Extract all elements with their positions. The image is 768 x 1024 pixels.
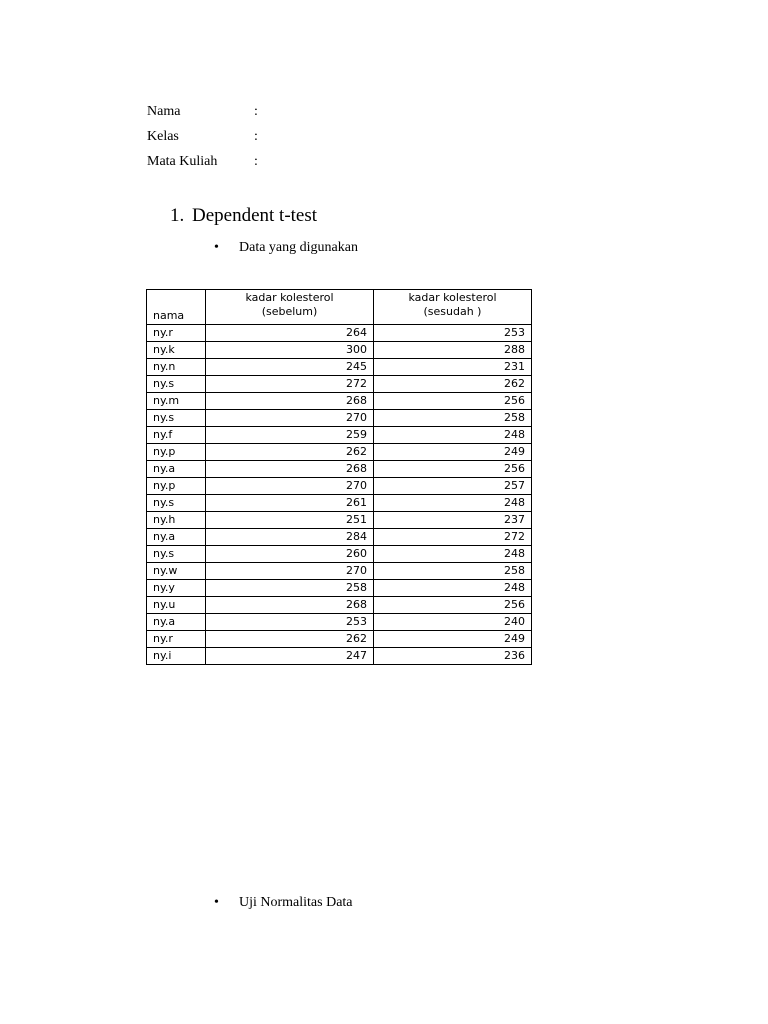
- cell-nama: ny.m: [147, 393, 206, 410]
- cell-nama: ny.h: [147, 512, 206, 529]
- cell-sebelum: 268: [206, 393, 374, 410]
- section-number: 1.: [170, 205, 185, 226]
- cell-sebelum: 258: [206, 580, 374, 597]
- info-colon-kelas: :: [254, 129, 258, 144]
- cell-sebelum: 260: [206, 546, 374, 563]
- cell-sebelum: 268: [206, 597, 374, 614]
- cell-sesudah: 262: [374, 376, 532, 393]
- header-after: [374, 290, 532, 325]
- cell-nama: ny.n: [147, 359, 206, 376]
- info-colon-mata-kuliah: :: [254, 154, 258, 169]
- bullet-data-used: [214, 240, 358, 256]
- cell-sebelum: 270: [206, 478, 374, 495]
- table-row: [147, 325, 532, 342]
- cell-sebelum: 261: [206, 495, 374, 512]
- header-after-line2: (sesudah ): [423, 305, 482, 318]
- table-row: [147, 444, 532, 461]
- cell-sebelum: 247: [206, 648, 374, 665]
- cell-sebelum: 270: [206, 563, 374, 580]
- cell-sebelum: 272: [206, 376, 374, 393]
- cell-nama: ny.y: [147, 580, 206, 597]
- info-colon-nama: :: [254, 104, 258, 119]
- table-row: [147, 614, 532, 631]
- table-row: [147, 359, 532, 376]
- cell-nama: ny.s: [147, 376, 206, 393]
- info-label-kelas: Kelas: [147, 129, 179, 144]
- cell-sesudah: 236: [374, 648, 532, 665]
- cell-nama: ny.p: [147, 444, 206, 461]
- header-before-line1: kadar kolesterol: [245, 291, 334, 304]
- cell-nama: ny.r: [147, 325, 206, 342]
- cell-sesudah: 248: [374, 546, 532, 563]
- cell-sesudah: 248: [374, 427, 532, 444]
- info-label-mata-kuliah: Mata Kuliah: [147, 154, 218, 169]
- table-row: [147, 648, 532, 665]
- table-row: [147, 580, 532, 597]
- cell-sesudah: 257: [374, 478, 532, 495]
- cell-sesudah: 249: [374, 631, 532, 648]
- table-body: [147, 325, 532, 665]
- cell-nama: ny.w: [147, 563, 206, 580]
- cell-sesudah: 248: [374, 580, 532, 597]
- cell-sesudah: 248: [374, 495, 532, 512]
- table-row: [147, 478, 532, 495]
- info-label-nama: Nama: [147, 104, 181, 119]
- table-row: [147, 393, 532, 410]
- table-row: [147, 342, 532, 359]
- table-row: [147, 546, 532, 563]
- cell-sesudah: 258: [374, 410, 532, 427]
- table-row: [147, 529, 532, 546]
- cell-nama: ny.u: [147, 597, 206, 614]
- header-after-line1: kadar kolesterol: [408, 291, 497, 304]
- table-row: [147, 563, 532, 580]
- cell-sebelum: 245: [206, 359, 374, 376]
- cell-nama: ny.k: [147, 342, 206, 359]
- bullet-normality: [214, 895, 353, 911]
- cell-sebelum: 262: [206, 631, 374, 648]
- header-before-line2: (sebelum): [261, 305, 318, 318]
- cell-sesudah: 272: [374, 529, 532, 546]
- table-row: [147, 512, 532, 529]
- cell-sesudah: 258: [374, 563, 532, 580]
- table-header-row: [147, 290, 532, 325]
- cell-nama: ny.p: [147, 478, 206, 495]
- cell-nama: ny.a: [147, 461, 206, 478]
- table-row: [147, 376, 532, 393]
- cell-nama: ny.a: [147, 529, 206, 546]
- cell-sebelum: 270: [206, 410, 374, 427]
- bullet-normality-text: Uji Normalitas Data: [239, 895, 353, 910]
- cell-sesudah: 256: [374, 393, 532, 410]
- table-row: [147, 410, 532, 427]
- cell-sebelum: 268: [206, 461, 374, 478]
- cell-sesudah: 237: [374, 512, 532, 529]
- cell-nama: ny.a: [147, 614, 206, 631]
- header-before: [206, 290, 374, 325]
- cholesterol-table: [146, 289, 532, 665]
- cell-sebelum: 264: [206, 325, 374, 342]
- cell-nama: ny.i: [147, 648, 206, 665]
- table-row: [147, 495, 532, 512]
- bullet-data-used-text: Data yang digunakan: [239, 240, 358, 255]
- cell-nama: ny.s: [147, 410, 206, 427]
- header-nama: nama: [147, 290, 206, 325]
- cell-sesudah: 288: [374, 342, 532, 359]
- cell-sebelum: 259: [206, 427, 374, 444]
- table-row: [147, 461, 532, 478]
- cell-nama: ny.f: [147, 427, 206, 444]
- cell-nama: ny.s: [147, 495, 206, 512]
- cell-nama: ny.s: [147, 546, 206, 563]
- bullet-dot-icon: •: [214, 240, 219, 255]
- cell-sesudah: 240: [374, 614, 532, 631]
- section-title: Dependent t-test: [192, 205, 318, 226]
- cell-sesudah: 231: [374, 359, 532, 376]
- section-heading: [170, 205, 317, 227]
- cell-sebelum: 251: [206, 512, 374, 529]
- table-row: [147, 427, 532, 444]
- cell-sesudah: 249: [374, 444, 532, 461]
- bullet-dot-icon: •: [214, 895, 219, 910]
- cell-sebelum: 300: [206, 342, 374, 359]
- cell-sesudah: 256: [374, 461, 532, 478]
- table-row: [147, 631, 532, 648]
- cell-nama: ny.r: [147, 631, 206, 648]
- cell-sebelum: 253: [206, 614, 374, 631]
- cell-sebelum: 284: [206, 529, 374, 546]
- cell-sebelum: 262: [206, 444, 374, 461]
- table-row: [147, 597, 532, 614]
- cell-sesudah: 253: [374, 325, 532, 342]
- cell-sesudah: 256: [374, 597, 532, 614]
